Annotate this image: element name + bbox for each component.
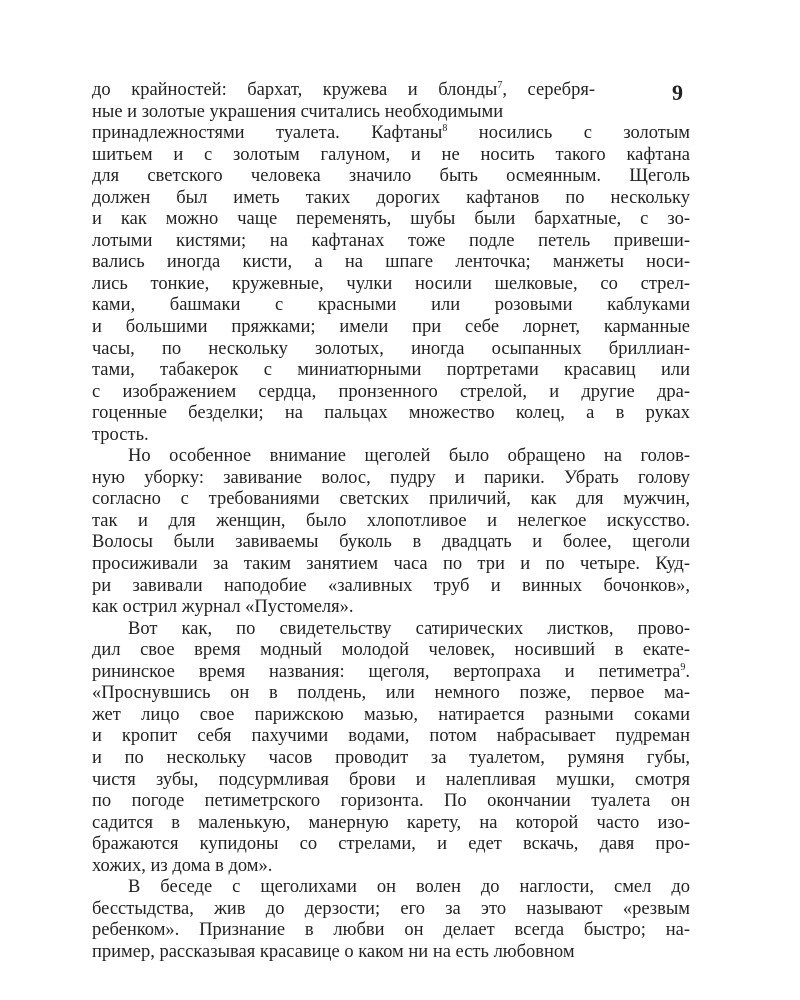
text-line: и по нескольку часов проводит за туалетом, румяня губы, (92, 747, 690, 768)
footnote-marker: 9 (680, 661, 686, 673)
page-number: 9 (672, 80, 683, 105)
text-line: ную уборку: завивание волос, пудру и парики. Убрать голову (92, 467, 690, 488)
paragraph (92, 446, 690, 618)
text-line: часы, по нескольку золотых, иногда осыпанных бриллиан- (92, 338, 690, 359)
text-line: ребенком». Признание в любви он делает всегда быстро; на- (92, 920, 690, 941)
text-line: Но особенное внимание щеголей было обращено на голов- (128, 446, 690, 467)
text-line: жет лицо свое парижскою мазью, натирается разными соками (92, 704, 690, 725)
text-line: для светского человека значило быть осмеянным. Щеголь (92, 166, 690, 187)
text-line: В беседе с щеголихами он волен до наглости, смел до (128, 877, 690, 898)
text-line: и большими пряжками; имели при себе лорнет, карманные (92, 317, 690, 338)
text-line: трость. (92, 424, 149, 445)
body-text (92, 80, 690, 963)
paragraph (92, 80, 690, 446)
paragraph (92, 619, 690, 878)
text-line: пример, рассказывая красавице о каком ни на есть любовном (92, 941, 575, 962)
paragraph (92, 877, 690, 963)
text-line: хожих, из дома в дом». (92, 855, 273, 876)
text-line: с изображением сердца, пронзенного стрелой, и другие дра- (92, 381, 690, 402)
text-line: просиживали за таким занятием часа по три и по четыре. Куд- (92, 554, 690, 575)
text-line: тами, табакерок с миниатюрными портретами красавиц или (92, 360, 690, 381)
text-line: лись тонкие, кружевные, чулки носили шелковые, со стрел- (92, 273, 690, 294)
text-line: Вот как, по свидетельству сатирических листков, прово- (128, 618, 690, 639)
text-line: ные и золотые украшения считались необходимыми (92, 101, 504, 122)
text-line: ри завивали наподобие «заливных труб и винных бочонков», (92, 575, 690, 596)
text-line: так и для женщин, было хлопотливое и нелегкое искусство. (92, 510, 690, 531)
text-line: бесстыдства, жив до дерзости; его за это называют «резвым (92, 898, 690, 919)
text-line: гоценные безделки; на пальцах множество колец, а в руках (92, 403, 690, 424)
text-line: вались иногда кисти, а на шпаге ленточка; манжеты носи- (92, 252, 690, 273)
footnote-marker: 7 (497, 80, 503, 91)
text-line: ками, башмаки с красными или розовыми каблуками (92, 295, 690, 316)
text-line: рининское время названия: щеголя, вертопраха и петиметра$^9$. (92, 661, 690, 682)
text-line: по погоде петиметрского горизонта. По окончании туалета он (92, 791, 690, 812)
text-line: до крайностей: бархат, кружева и блонды$^7$, серебря- (92, 80, 595, 100)
text-line: согласно с требованиями светских приличий, как для мужчин, (92, 489, 690, 510)
text-line: и кропит себя пахучими водами, потом набрасывает пудреман (92, 726, 690, 747)
text-line: чистя зубы, подсурмливая брови и налепливая мушки, смотря (92, 769, 690, 790)
text-line: как острил журнал «Пустомеля». (92, 597, 354, 618)
text-line: принадлежностями туалета. Кафтаны$^8$ носились с золотым (92, 123, 690, 144)
text-line: бражаются купидоны со стрелами, и едет вскачь, давя про- (92, 834, 690, 855)
text-line: Волосы были завиваемы буколь в двадцать и более, щеголи (92, 532, 690, 553)
text-line: шитьем и с золотым галуном, и не носить такого кафтана (92, 144, 690, 165)
footnote-marker: 8 (442, 123, 448, 135)
text-line: «Проснувшись он в полдень, или немного позже, первое ма- (92, 683, 690, 704)
text-line: садится в маленькую, манерную карету, на которой часто изо- (92, 812, 690, 833)
text-line: лотыми кистями; на кафтанах тоже подле петель привеши- (92, 230, 690, 251)
text-line: и как можно чаще переменять, шубы были бархатные, с зо- (92, 209, 690, 230)
text-line: должен был иметь таких дорогих кафтанов по нескольку (92, 187, 690, 208)
text-line: дил свое время модный молодой человек, носивший в екате- (92, 640, 690, 661)
